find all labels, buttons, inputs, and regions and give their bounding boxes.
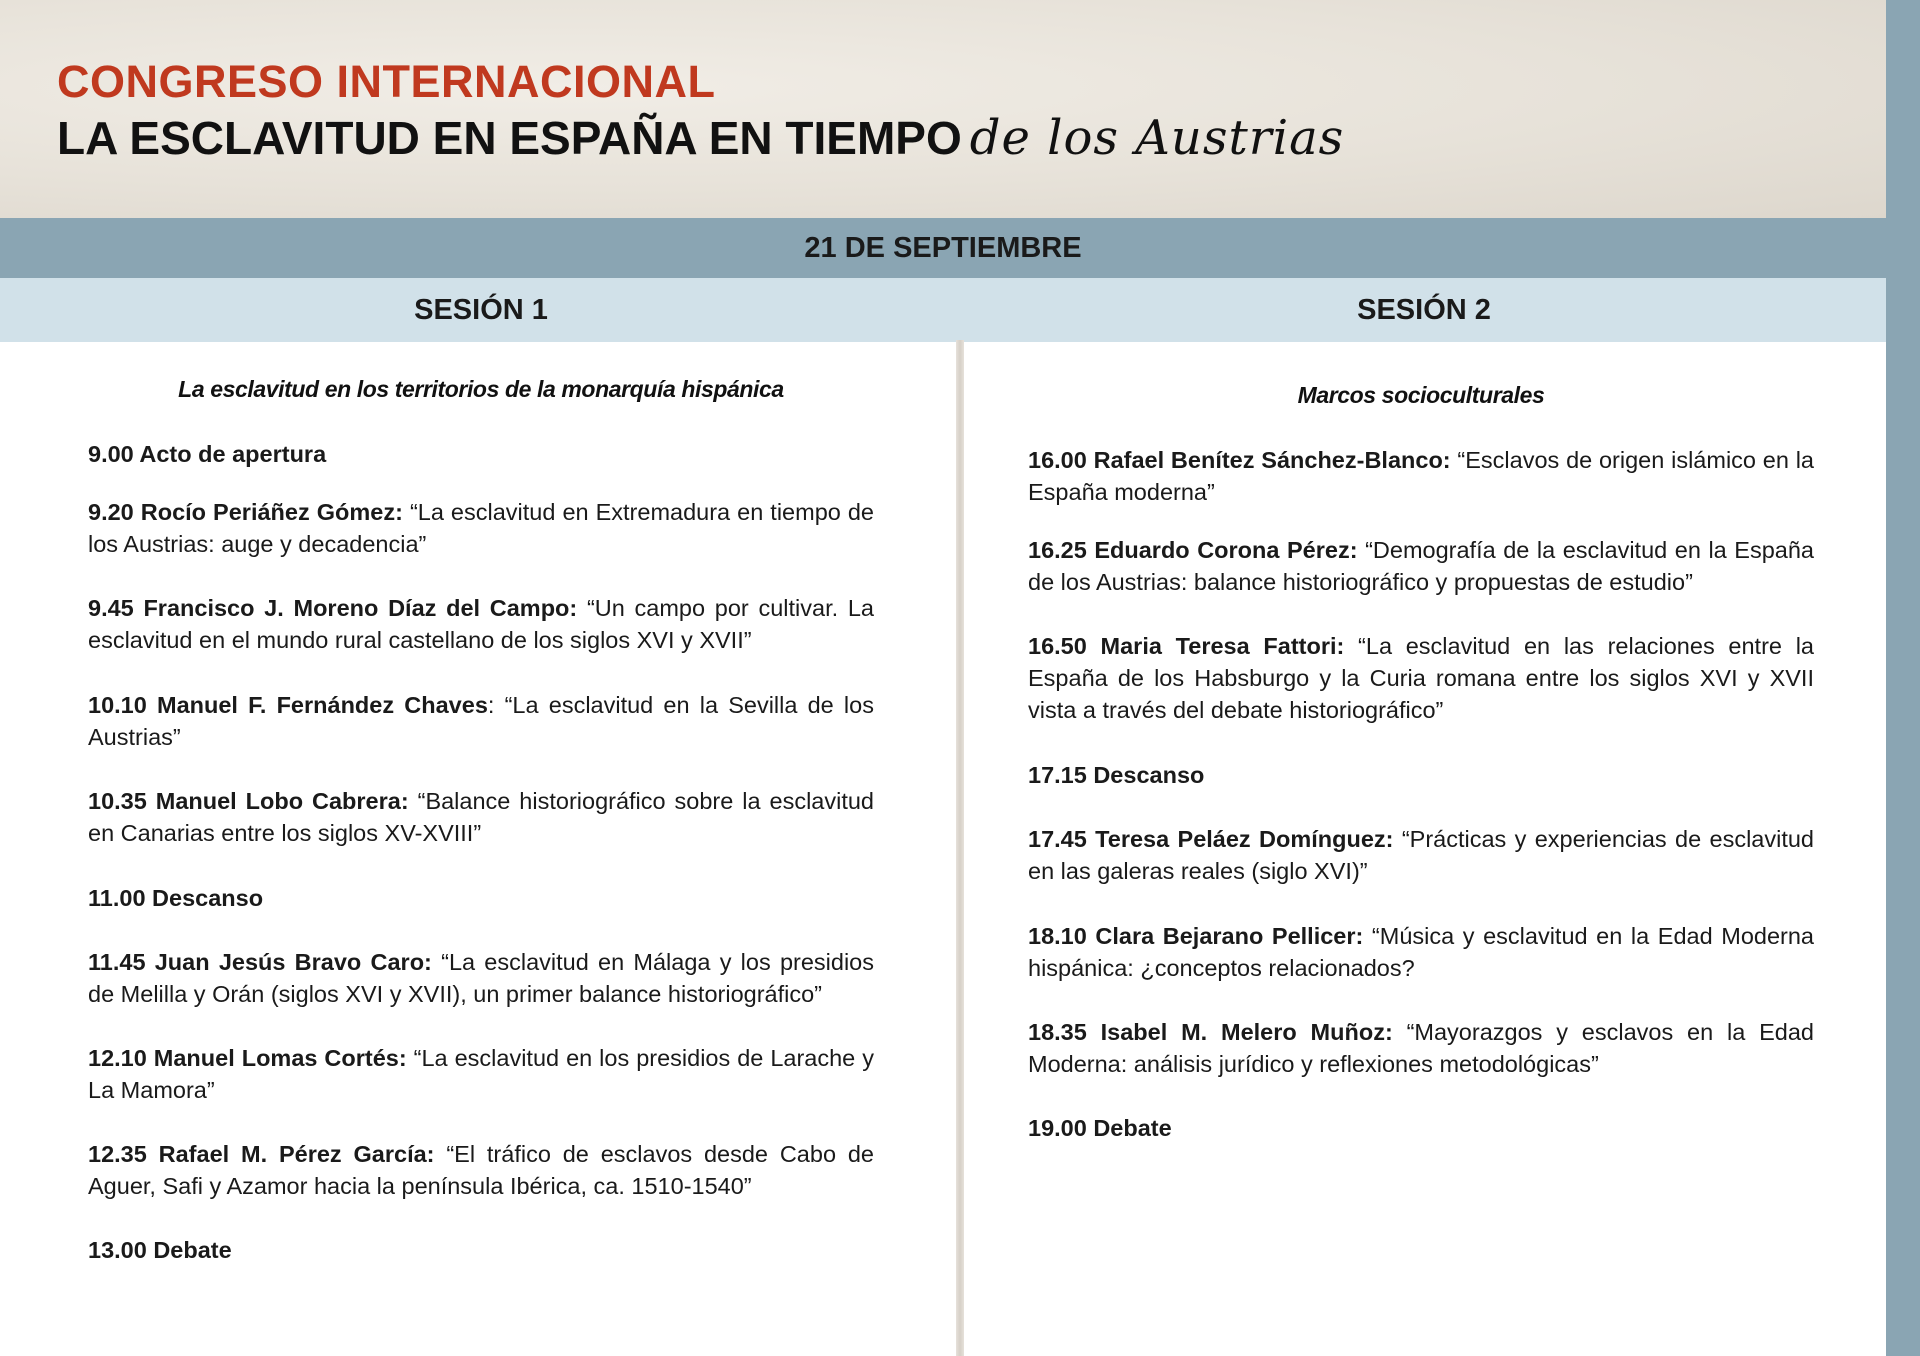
program-item bbox=[88, 946, 874, 1010]
item-time-speaker: 16.00 Rafael Benítez Sánchez-Blanco: bbox=[1028, 447, 1451, 473]
item-talk-title: “Balance historiográfico sobre la esclavitud en Canarias entre los siglos XV-XVIII” bbox=[88, 788, 875, 846]
congress-subtitle-bold: LA ESCLAVITUD EN ESPAÑA EN TIEMPO bbox=[57, 112, 962, 164]
item-time-speaker: 18.35 Isabel M. Melero Muñoz: bbox=[1028, 1019, 1393, 1045]
item-talk-title: “Un campo por cultivar. La esclavitud en el mundo rural castellano de los siglos XVI y XVII” bbox=[88, 595, 874, 653]
right-border-strip bbox=[1886, 0, 1920, 1356]
item-talk-title: “Prácticas y experiencias de esclavitud en las galeras reales (siglo XVI)” bbox=[1028, 826, 1814, 884]
program-item bbox=[88, 1234, 874, 1266]
program-item bbox=[88, 1138, 874, 1202]
program-item bbox=[88, 496, 874, 560]
item-time-speaker: 12.10 Manuel Lomas Cortés: bbox=[88, 1045, 407, 1071]
item-time-speaker: 16.50 Maria Teresa Fattori: bbox=[1028, 633, 1345, 659]
item-talk-title: “La esclavitud en los presidios de Larache y La Mamora” bbox=[88, 1045, 874, 1103]
item-time-speaker: 10.10 Manuel F. Fernández Chaves bbox=[88, 692, 488, 718]
item-talk-title: “Demografía de la esclavitud en la España de los Austrias: balance historiográfico y propuestas de estudio” bbox=[1028, 537, 1814, 595]
session-2-subtitle: Marcos socioculturales bbox=[1297, 382, 1545, 408]
item-talk-title: “Mayorazgos y esclavos en la Edad Moderna: análisis jurídico y reflexiones metodológicas” bbox=[1028, 1019, 1814, 1077]
session-1-header: SESIÓN 1 bbox=[0, 278, 962, 342]
item-time-speaker: 19.00 Debate bbox=[1028, 1115, 1172, 1141]
item-talk-title: “Música y esclavitud en la Edad Moderna hispánica: ¿conceptos relacionados? bbox=[1028, 923, 1814, 981]
item-time-speaker: 13.00 Debate bbox=[88, 1237, 232, 1263]
congress-title: CONGRESO INTERNACIONAL bbox=[57, 56, 716, 107]
program-item bbox=[88, 592, 874, 656]
program-item bbox=[88, 438, 874, 470]
congress-subtitle-script: de los Austrias bbox=[969, 110, 1345, 166]
item-talk-title: “Esclavos de origen islámico en la España moderna” bbox=[1028, 447, 1814, 505]
session-1-column bbox=[0, 342, 956, 1356]
program-item bbox=[88, 882, 874, 914]
program-item bbox=[88, 1042, 874, 1106]
program-item bbox=[1028, 534, 1814, 598]
program-item bbox=[1028, 920, 1814, 984]
item-talk-title: “La esclavitud en Extremadura en tiempo de los Austrias: auge y decadencia” bbox=[88, 499, 874, 557]
item-time-speaker: 17.15 Descanso bbox=[1028, 762, 1205, 788]
program-item bbox=[1028, 759, 1814, 791]
program-item bbox=[1028, 444, 1814, 508]
item-talk-title: “La esclavitud en las relaciones entre la España de los Habsburgo y la Curia romana entre los siglos XVI y XVII vista a través del debate historiográfico” bbox=[1028, 633, 1814, 723]
item-time-speaker: 17.45 Teresa Peláez Domínguez: bbox=[1028, 826, 1394, 852]
column-divider bbox=[956, 340, 964, 1356]
congress-subtitle bbox=[57, 110, 1344, 166]
item-time-speaker: 9.00 Acto de apertura bbox=[88, 441, 327, 467]
item-time-speaker: 18.10 Clara Bejarano Pellicer: bbox=[1028, 923, 1364, 949]
item-time-speaker: 9.20 Rocío Periáñez Gómez: bbox=[88, 499, 403, 525]
session-1-subtitle: La esclavitud en los territorios de la monarquía hispánica bbox=[178, 376, 784, 402]
program-item bbox=[88, 689, 874, 753]
item-talk-title: “El tráfico de esclavos desde Cabo de Aguer, Safi y Azamor hacia la península Ibérica, ca. 1510-1540” bbox=[88, 1141, 874, 1199]
program-item bbox=[1028, 1016, 1814, 1080]
item-time-speaker: 12.35 Rafael M. Pérez García: bbox=[88, 1141, 435, 1167]
item-time-speaker: 11.45 Juan Jesús Bravo Caro: bbox=[88, 949, 432, 975]
program-item bbox=[88, 785, 874, 849]
item-time-speaker: 9.45 Francisco J. Moreno Díaz del Campo: bbox=[88, 595, 578, 621]
program-item bbox=[1028, 823, 1814, 887]
date-banner: 21 DE SEPTIEMBRE bbox=[0, 218, 1886, 278]
program-item bbox=[1028, 1112, 1814, 1144]
program-item bbox=[1028, 630, 1814, 726]
header bbox=[0, 0, 1886, 218]
item-time-speaker: 11.00 Descanso bbox=[88, 885, 264, 911]
item-time-speaker: 10.35 Manuel Lobo Cabrera: bbox=[88, 788, 409, 814]
session-2-header: SESIÓN 2 bbox=[962, 278, 1886, 342]
item-talk-title: “La esclavitud en Málaga y los presidios de Melilla y Orán (siglos XVI y XVII), un primer balance historiográfico” bbox=[88, 949, 875, 1007]
item-talk-title: : “La esclavitud en la Sevilla de los Austrias” bbox=[88, 692, 874, 750]
item-time-speaker: 16.25 Eduardo Corona Pérez: bbox=[1028, 537, 1358, 563]
